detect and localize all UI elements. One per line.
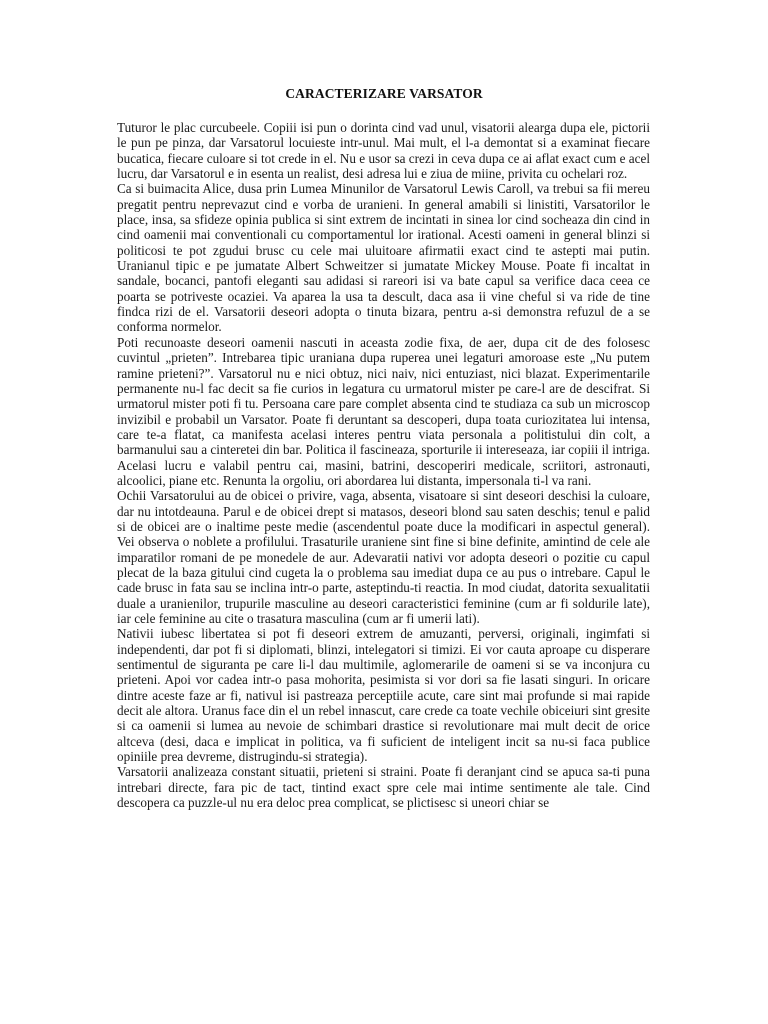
- paragraph-libertate: Nativii iubesc libertatea si pot fi deseori extrem de amuzanti, perversi, originali, ingimfati si independenti, dar pot fi si diplomati, blinzi, intelegatori si timizi. Ei vor cauta aproape cu disperare sentimentul de siguranta pe care li-l dau multimile, aglomerarile de oameni si se va inconjura cu prieteni. Apoi vor cadea intr-o pasa mohorita, pesimista si vor dori sa fie lasati singuri. In oricare dintre aceste faze ar fi, nativul isi pastreaza perceptiile acute, care sint mai profunde si mai rapide decit ale altora. Uranus face din el un rebel innascut, care crede ca toate vechile obiceiuri sint gresite si ca oamenii si lumea au nevoie de schimbari drastice si revolutionare mai mult decit de orice altceva (desi, daca e implicat in politica, va fi suficient de inteligent incit sa nu-si faca publice opiniile prea devreme, distrugindu-si strategia).: [117, 626, 650, 765]
- paragraph-aspect-fizic: Ochii Varsatorului au de obicei o privire, vaga, absenta, visatoare si sint deseori deschisi la culoare, dar nu intotdeauna. Parul e de obicei drept si matasos, deseori blond sau saten deschis; tenul e palid si de obicei are o inaltime peste medie (ascendentul poate duce la modificari in aspectul general). Vei observa o noblete a profilului. Trasaturile uraniene sint fine si bine definite, amintind de cele ale imparatilor romani de pe monedele de aur. Adevaratii nativi vor adopta deseori o pozitie cu capul plecat de la baza gitului cind cugeta la o problema sau imediat dupa ce au pus o intrebare. Capul le cade brusc in fata sau se inclina intr-o parte, asteptindu-ti reactia. In mod ciudat, datorita sexualitatii duale a uranienilor, trupurile masculine au deseori caracteristici feminine (cum ar fi soldurile late), iar cele feminine au cite o trasatura masculina (cum ar fi umerii lati).: [117, 488, 650, 626]
- paragraph-alice: Ca si buimacita Alice, dusa prin Lumea Minunilor de Varsatorul Lewis Caroll, va trebui sa fii mereu pregatit pentru neprevazut cind e vorba de uranieni. In general amabili si linistiti, Varsatorilor le place, insa, sa sfideze opinia publica si sint extrem de incintati in sinea lor cind socheaza din cind in cind oamenii mai conventionali cu comportamentul lor irational. Acesti oameni in general blinzi si politicosi te pot zgudui brusc cu cele mai uluitoare afirmatii exact cind te astepti mai putin. Uranianul tipic e pe jumatate Albert Schweitzer si jumatate Mickey Mouse. Poate fi incaltat in sandale, bocanci, pantofi eleganti sau adidasi si rareori isi va bate capul sa verifice daca ceea ce poarta se potriveste ocaziei. Va aparea la usa ta descult, daca asa ii vine cheful si va ride de tine findca rizi de el. Varsatorii deseori adopta o tinuta bizara, pentru a-si demonstra refuzul de a se conforma normelor.: [117, 181, 650, 335]
- paragraph-curcubee: Tuturor le plac curcubeele. Copiii isi pun o dorinta cind vad unul, visatorii alearga dupa ele, pictorii le pun pe pinza, dar Varsatorul locuieste intr-unul. Mai mult, el l-a demontat si a examinat fiecare bucatica, fiecare culoare si tot crede in el. Nu e usor sa crezi in ceva dupa ce ai aflat exact cum e acel lucru, dar Varsatorul e in esenta un realist, desi adresa lui e ziua de miine, privita cu ochelari roz.: [117, 120, 650, 182]
- paragraph-prieten: Poti recunoaste deseori oamenii nascuti in aceasta zodie fixa, de aer, dupa cit de des folosesc cuvintul „prieten”. Intrebarea tipic uraniana dupa ruperea unei legaturi amoroase este „Nu putem ramine prieteni?”. Varsatorul nu e nici obtuz, nici naiv, nici entuziast, nici blazat. Experimentarile permanente nu-l fac decit sa fie curios in legatura cu urmatorul mister pe care-l are de descifrat. Si urmatorul mister poti fi tu. Persoana care pare complet absenta cind te studiaza ca sub un microscop invizibil e probabil un Varsator. Poate fi deruntant sa descoperi, dupa toata curiozitatea lui intensa, care te-a flatat, ca manifesta acelasi interes pentru viata personala a politistului din colt, a barmanului sau a cinteretei din bar. Politica il fascineaza, sporturile ii intereseaza, iar copiii il intriga. Acelasi lucru e valabil pentru cai, masini, batrini, descoperiri medicale, scriitori, astronauti, alcoolici, piane etc. Renunta la orgoliu, ori abordarea lui distanta, impersonala ti-l va rani.: [117, 334, 650, 488]
- paragraph-analiza: Varsatorii analizeaza constant situatii, prieteni si straini. Poate fi deranjant cind se apuca sa-ti puna intrebari directe, fara pic de tact, tintind exact spre cele mai intime sentimente ale tale. Cind descopera ca puzzle-ul nu era deloc prea complicat, se plictisesc si uneori chiar se: [117, 764, 650, 811]
- document-body: [117, 120, 650, 810]
- document-title: CARACTERIZARE VARSATOR: [285, 86, 483, 101]
